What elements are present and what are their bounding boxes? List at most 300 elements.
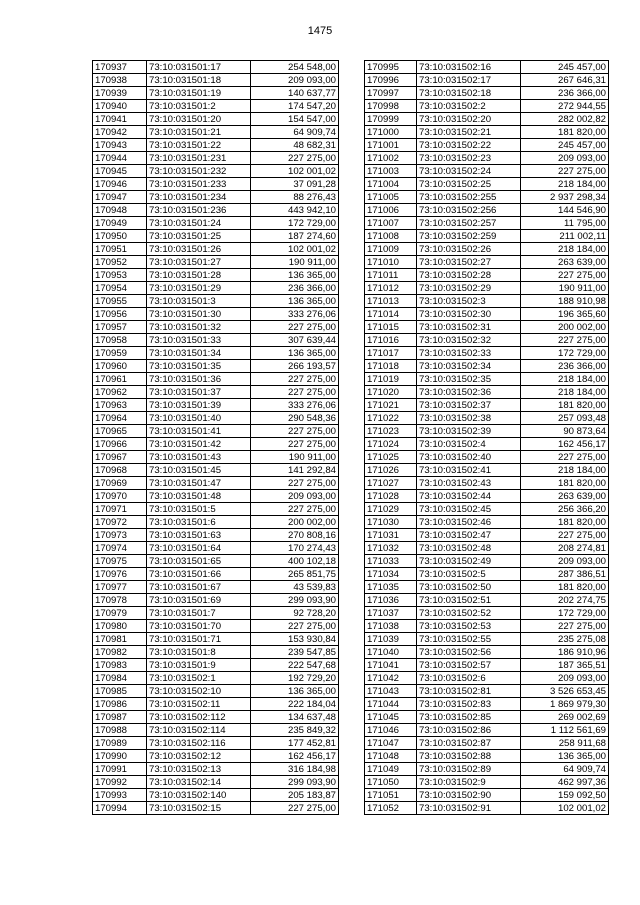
value-cell: 153 930,84 — [251, 633, 339, 646]
value-cell: 181 820,00 — [521, 581, 609, 594]
cadastral-number-cell: 73:10:031502:13 — [147, 763, 251, 776]
row-number-cell: 171015 — [365, 321, 417, 334]
cadastral-number-cell: 73:10:031501:34 — [147, 347, 251, 360]
row-number-cell: 170949 — [93, 217, 147, 230]
row-number-cell: 170973 — [93, 529, 147, 542]
cadastral-number-cell: 73:10:031502:10 — [147, 685, 251, 698]
table-row — [365, 724, 609, 737]
value-cell: 37 091,28 — [251, 178, 339, 191]
value-cell: 181 820,00 — [521, 477, 609, 490]
cadastral-number-cell: 73:10:031502:33 — [417, 347, 521, 360]
table-row — [93, 204, 339, 217]
value-cell: 209 093,00 — [521, 672, 609, 685]
value-cell: 102 001,02 — [251, 243, 339, 256]
row-number-cell: 171008 — [365, 230, 417, 243]
cadastral-number-cell: 73:10:031501:7 — [147, 607, 251, 620]
table-row — [93, 776, 339, 789]
row-number-cell: 171037 — [365, 607, 417, 620]
row-number-cell: 170953 — [93, 269, 147, 282]
table-row — [93, 490, 339, 503]
row-number-cell: 170972 — [93, 516, 147, 529]
table-row — [93, 633, 339, 646]
row-number-cell: 170976 — [93, 568, 147, 581]
table-row — [365, 646, 609, 659]
value-cell: 136 365,00 — [251, 347, 339, 360]
row-number-cell: 170954 — [93, 282, 147, 295]
value-cell: 256 366,20 — [521, 503, 609, 516]
row-number-cell: 170980 — [93, 620, 147, 633]
cadastral-number-cell: 73:10:031502:47 — [417, 529, 521, 542]
table-row — [365, 412, 609, 425]
value-cell: 1 112 561,69 — [521, 724, 609, 737]
row-number-cell: 170965 — [93, 425, 147, 438]
value-cell: 270 808,16 — [251, 529, 339, 542]
table-row — [93, 685, 339, 698]
row-number-cell: 170945 — [93, 165, 147, 178]
value-cell: 172 729,00 — [251, 217, 339, 230]
value-cell: 102 001,02 — [521, 802, 609, 815]
row-number-cell: 171006 — [365, 204, 417, 217]
row-number-cell: 171051 — [365, 789, 417, 802]
table-row — [365, 542, 609, 555]
value-cell: 236 366,00 — [521, 87, 609, 100]
table-row — [93, 451, 339, 464]
value-cell: 162 456,17 — [521, 438, 609, 451]
value-cell: 227 275,00 — [521, 620, 609, 633]
value-cell: 2 937 298,34 — [521, 191, 609, 204]
table-row — [93, 503, 339, 516]
table-row — [93, 217, 339, 230]
cadastral-number-cell: 73:10:031501:28 — [147, 269, 251, 282]
row-number-cell: 170998 — [365, 100, 417, 113]
cadastral-number-cell: 73:10:031501:19 — [147, 87, 251, 100]
row-number-cell: 171028 — [365, 490, 417, 503]
value-cell: 236 366,00 — [521, 360, 609, 373]
row-number-cell: 171034 — [365, 568, 417, 581]
cadastral-number-cell: 73:10:031501:32 — [147, 321, 251, 334]
row-number-cell: 170988 — [93, 724, 147, 737]
cadastral-number-cell: 73:10:031502:29 — [417, 282, 521, 295]
table-row — [93, 711, 339, 724]
row-number-cell: 170977 — [93, 581, 147, 594]
value-cell: 162 456,17 — [251, 750, 339, 763]
table-row — [365, 113, 609, 126]
table-row — [365, 555, 609, 568]
cadastral-number-cell: 73:10:031502:90 — [417, 789, 521, 802]
cadastral-number-cell: 73:10:031502:18 — [417, 87, 521, 100]
cadastral-number-cell: 73:10:031502:25 — [417, 178, 521, 191]
cadastral-number-cell: 73:10:031502:23 — [417, 152, 521, 165]
row-number-cell: 170956 — [93, 308, 147, 321]
row-number-cell: 171012 — [365, 282, 417, 295]
cadastral-number-cell: 73:10:031502:114 — [147, 724, 251, 737]
table-row — [93, 386, 339, 399]
value-cell: 209 093,00 — [521, 555, 609, 568]
value-cell: 90 873,64 — [521, 425, 609, 438]
table-row — [93, 61, 339, 74]
table-row — [365, 750, 609, 763]
row-number-cell: 170951 — [93, 243, 147, 256]
table-row — [365, 61, 609, 74]
table-row — [93, 191, 339, 204]
cadastral-number-cell: 73:10:031502:81 — [417, 685, 521, 698]
value-cell: 235 849,32 — [251, 724, 339, 737]
cadastral-number-cell: 73:10:031501:66 — [147, 568, 251, 581]
value-cell: 272 944,55 — [521, 100, 609, 113]
cadastral-number-cell: 73:10:031502:256 — [417, 204, 521, 217]
cadastral-number-cell: 73:10:031501:6 — [147, 516, 251, 529]
row-number-cell: 170984 — [93, 672, 147, 685]
table-row — [365, 399, 609, 412]
value-cell: 400 102,18 — [251, 555, 339, 568]
row-number-cell: 171035 — [365, 581, 417, 594]
row-number-cell: 170952 — [93, 256, 147, 269]
row-number-cell: 170937 — [93, 61, 147, 74]
cadastral-number-cell: 73:10:031502:55 — [417, 633, 521, 646]
table-row — [365, 529, 609, 542]
cadastral-number-cell: 73:10:031501:70 — [147, 620, 251, 633]
table-row — [93, 516, 339, 529]
cadastral-number-cell: 73:10:031501:29 — [147, 282, 251, 295]
value-cell: 266 193,57 — [251, 360, 339, 373]
cadastral-number-cell: 73:10:031502:88 — [417, 750, 521, 763]
cadastral-number-cell: 73:10:031502:112 — [147, 711, 251, 724]
table-row — [93, 802, 339, 815]
row-number-cell: 170958 — [93, 334, 147, 347]
table-row — [365, 477, 609, 490]
cadastral-number-cell: 73:10:031502:87 — [417, 737, 521, 750]
row-number-cell: 171031 — [365, 529, 417, 542]
value-cell: 192 729,20 — [251, 672, 339, 685]
table-row — [365, 152, 609, 165]
row-number-cell: 170962 — [93, 386, 147, 399]
value-cell: 88 276,43 — [251, 191, 339, 204]
cadastral-number-cell: 73:10:031502:52 — [417, 607, 521, 620]
row-number-cell: 170992 — [93, 776, 147, 789]
value-cell: 227 275,00 — [251, 321, 339, 334]
table-row — [365, 256, 609, 269]
row-number-cell: 171019 — [365, 373, 417, 386]
cadastral-number-cell: 73:10:031502:36 — [417, 386, 521, 399]
table-row — [365, 204, 609, 217]
value-cell: 245 457,00 — [521, 139, 609, 152]
value-cell: 263 639,00 — [521, 490, 609, 503]
row-number-cell: 171022 — [365, 412, 417, 425]
cadastral-number-cell: 73:10:031502:116 — [147, 737, 251, 750]
value-cell: 333 276,06 — [251, 399, 339, 412]
table-row — [93, 659, 339, 672]
table-row — [93, 282, 339, 295]
cadastral-number-cell: 73:10:031502:48 — [417, 542, 521, 555]
row-number-cell: 170985 — [93, 685, 147, 698]
table-row — [365, 360, 609, 373]
table-row — [93, 555, 339, 568]
cadastral-number-cell: 73:10:031501:30 — [147, 308, 251, 321]
value-cell: 3 526 653,45 — [521, 685, 609, 698]
cadastral-number-cell: 73:10:031502:56 — [417, 646, 521, 659]
value-cell: 316 184,98 — [251, 763, 339, 776]
table-row — [93, 789, 339, 802]
row-number-cell: 171005 — [365, 191, 417, 204]
value-cell: 263 639,00 — [521, 256, 609, 269]
cadastral-number-cell: 73:10:031501:47 — [147, 477, 251, 490]
value-cell: 287 386,51 — [521, 568, 609, 581]
value-cell: 254 548,00 — [251, 61, 339, 74]
table-row — [365, 425, 609, 438]
cadastral-number-cell: 73:10:031502:9 — [417, 776, 521, 789]
cadastral-number-cell: 73:10:031501:21 — [147, 126, 251, 139]
table-row — [365, 633, 609, 646]
table-row — [365, 464, 609, 477]
row-number-cell: 171023 — [365, 425, 417, 438]
cadastral-number-cell: 73:10:031502:86 — [417, 724, 521, 737]
row-number-cell: 171050 — [365, 776, 417, 789]
table-row — [93, 737, 339, 750]
value-cell: 462 997,36 — [521, 776, 609, 789]
cadastral-number-cell: 73:10:031502:50 — [417, 581, 521, 594]
cadastral-number-cell: 73:10:031502:57 — [417, 659, 521, 672]
row-number-cell: 170990 — [93, 750, 147, 763]
row-number-cell: 170975 — [93, 555, 147, 568]
cadastral-number-cell: 73:10:031501:64 — [147, 542, 251, 555]
cadastral-number-cell: 73:10:031502:32 — [417, 334, 521, 347]
row-number-cell: 171017 — [365, 347, 417, 360]
row-number-cell: 171045 — [365, 711, 417, 724]
cadastral-number-cell: 73:10:031501:63 — [147, 529, 251, 542]
table-row — [93, 308, 339, 321]
table-row — [365, 100, 609, 113]
value-cell: 227 275,00 — [251, 152, 339, 165]
row-number-cell: 170943 — [93, 139, 147, 152]
value-cell: 227 275,00 — [251, 620, 339, 633]
value-cell: 200 002,00 — [251, 516, 339, 529]
row-number-cell: 170955 — [93, 295, 147, 308]
cadastral-number-cell: 73:10:031502:31 — [417, 321, 521, 334]
row-number-cell: 170999 — [365, 113, 417, 126]
row-number-cell: 171040 — [365, 646, 417, 659]
table-row — [93, 373, 339, 386]
value-cell: 190 911,00 — [251, 451, 339, 464]
cadastral-number-cell: 73:10:031501:35 — [147, 360, 251, 373]
row-number-cell: 170946 — [93, 178, 147, 191]
table-row — [365, 321, 609, 334]
cadastral-number-cell: 73:10:031502:20 — [417, 113, 521, 126]
table-row — [365, 802, 609, 815]
cadastral-number-cell: 73:10:031502:44 — [417, 490, 521, 503]
row-number-cell: 170959 — [93, 347, 147, 360]
table-row — [365, 178, 609, 191]
cadastral-number-cell: 73:10:031502:26 — [417, 243, 521, 256]
value-cell: 211 002,11 — [521, 230, 609, 243]
table-row — [365, 763, 609, 776]
row-number-cell: 170963 — [93, 399, 147, 412]
cadastral-number-cell: 73:10:031501:9 — [147, 659, 251, 672]
row-number-cell: 170968 — [93, 464, 147, 477]
table-row — [365, 191, 609, 204]
left-table — [92, 60, 339, 815]
cadastral-number-cell: 73:10:031501:22 — [147, 139, 251, 152]
value-cell: 174 547,20 — [251, 100, 339, 113]
row-number-cell: 171044 — [365, 698, 417, 711]
value-cell: 177 452,81 — [251, 737, 339, 750]
cadastral-number-cell: 73:10:031502:43 — [417, 477, 521, 490]
cadastral-number-cell: 73:10:031502:2 — [417, 100, 521, 113]
table-row — [365, 711, 609, 724]
cadastral-number-cell: 73:10:031502:89 — [417, 763, 521, 776]
table-row — [365, 347, 609, 360]
row-number-cell: 170993 — [93, 789, 147, 802]
value-cell: 154 547,00 — [251, 113, 339, 126]
cadastral-number-cell: 73:10:031502:14 — [147, 776, 251, 789]
value-cell: 188 910,98 — [521, 295, 609, 308]
value-cell: 227 275,00 — [251, 386, 339, 399]
value-cell: 218 184,00 — [521, 464, 609, 477]
row-number-cell: 171013 — [365, 295, 417, 308]
cadastral-number-cell: 73:10:031501:8 — [147, 646, 251, 659]
value-cell: 258 911,68 — [521, 737, 609, 750]
table-row — [93, 347, 339, 360]
row-number-cell: 171021 — [365, 399, 417, 412]
table-row — [93, 750, 339, 763]
cadastral-number-cell: 73:10:031501:17 — [147, 61, 251, 74]
cadastral-number-cell: 73:10:031501:236 — [147, 204, 251, 217]
value-cell: 333 276,06 — [251, 308, 339, 321]
cadastral-number-cell: 73:10:031502:255 — [417, 191, 521, 204]
cadastral-number-cell: 73:10:031501:41 — [147, 425, 251, 438]
row-number-cell: 171002 — [365, 152, 417, 165]
cadastral-number-cell: 73:10:031501:231 — [147, 152, 251, 165]
row-number-cell: 171049 — [365, 763, 417, 776]
value-cell: 209 093,00 — [251, 490, 339, 503]
value-cell: 136 365,00 — [521, 750, 609, 763]
value-cell: 181 820,00 — [521, 516, 609, 529]
cadastral-number-cell: 73:10:031502:24 — [417, 165, 521, 178]
table-row — [93, 295, 339, 308]
table-row — [365, 282, 609, 295]
table-row — [365, 503, 609, 516]
row-number-cell: 170966 — [93, 438, 147, 451]
cadastral-number-cell: 73:10:031502:53 — [417, 620, 521, 633]
value-cell: 227 275,00 — [521, 451, 609, 464]
table-row — [93, 334, 339, 347]
row-number-cell: 170974 — [93, 542, 147, 555]
table-row — [365, 243, 609, 256]
cadastral-number-cell: 73:10:031501:3 — [147, 295, 251, 308]
table-row — [365, 269, 609, 282]
cadastral-number-cell: 73:10:031501:69 — [147, 594, 251, 607]
cadastral-number-cell: 73:10:031502:259 — [417, 230, 521, 243]
row-number-cell: 170995 — [365, 61, 417, 74]
value-cell: 222 547,68 — [251, 659, 339, 672]
table-row — [365, 737, 609, 750]
table-row — [365, 87, 609, 100]
cadastral-number-cell: 73:10:031501:36 — [147, 373, 251, 386]
cadastral-number-cell: 73:10:031501:18 — [147, 74, 251, 87]
row-number-cell: 170960 — [93, 360, 147, 373]
value-cell: 102 001,02 — [251, 165, 339, 178]
row-number-cell: 171004 — [365, 178, 417, 191]
table-row — [93, 529, 339, 542]
value-cell: 190 911,00 — [521, 282, 609, 295]
value-cell: 11 795,00 — [521, 217, 609, 230]
table-row — [365, 386, 609, 399]
table-row — [93, 126, 339, 139]
row-number-cell: 170944 — [93, 152, 147, 165]
cadastral-number-cell: 73:10:031502:35 — [417, 373, 521, 386]
value-cell: 222 184,04 — [251, 698, 339, 711]
cadastral-number-cell: 73:10:031501:42 — [147, 438, 251, 451]
row-number-cell: 170939 — [93, 87, 147, 100]
table-row — [365, 594, 609, 607]
cadastral-number-cell: 73:10:031501:25 — [147, 230, 251, 243]
cadastral-number-cell: 73:10:031502:49 — [417, 555, 521, 568]
row-number-cell: 170989 — [93, 737, 147, 750]
table-row — [93, 100, 339, 113]
row-number-cell: 170991 — [93, 763, 147, 776]
row-number-cell: 171042 — [365, 672, 417, 685]
table-row — [93, 178, 339, 191]
row-number-cell: 171024 — [365, 438, 417, 451]
row-number-cell: 170986 — [93, 698, 147, 711]
table-row — [93, 724, 339, 737]
table-row — [93, 74, 339, 87]
value-cell: 64 909,74 — [521, 763, 609, 776]
row-number-cell: 170983 — [93, 659, 147, 672]
table-row — [93, 568, 339, 581]
cadastral-number-cell: 73:10:031502:51 — [417, 594, 521, 607]
row-number-cell: 171032 — [365, 542, 417, 555]
row-number-cell: 170996 — [365, 74, 417, 87]
value-cell: 187 274,60 — [251, 230, 339, 243]
table-row — [93, 594, 339, 607]
cadastral-number-cell: 73:10:031501:232 — [147, 165, 251, 178]
value-cell: 227 275,00 — [521, 529, 609, 542]
table-row — [93, 230, 339, 243]
value-cell: 218 184,00 — [521, 243, 609, 256]
value-cell: 159 092,50 — [521, 789, 609, 802]
value-cell: 136 365,00 — [251, 685, 339, 698]
value-cell: 227 275,00 — [251, 477, 339, 490]
cadastral-number-cell: 73:10:031501:67 — [147, 581, 251, 594]
row-number-cell: 170978 — [93, 594, 147, 607]
value-cell: 218 184,00 — [521, 386, 609, 399]
cadastral-number-cell: 73:10:031502:37 — [417, 399, 521, 412]
right-table-body — [365, 61, 609, 815]
table-row — [365, 126, 609, 139]
cadastral-number-cell: 73:10:031502:41 — [417, 464, 521, 477]
cadastral-number-cell: 73:10:031501:48 — [147, 490, 251, 503]
row-number-cell: 171014 — [365, 308, 417, 321]
value-cell: 227 275,00 — [251, 425, 339, 438]
table-row — [93, 269, 339, 282]
cadastral-number-cell: 73:10:031502:38 — [417, 412, 521, 425]
value-cell: 48 682,31 — [251, 139, 339, 152]
table-row — [93, 321, 339, 334]
value-cell: 181 820,00 — [521, 126, 609, 139]
row-number-cell: 171025 — [365, 451, 417, 464]
table-row — [93, 87, 339, 100]
table-row — [93, 412, 339, 425]
cadastral-number-cell: 73:10:031502:1 — [147, 672, 251, 685]
row-number-cell: 171010 — [365, 256, 417, 269]
cadastral-number-cell: 73:10:031501:20 — [147, 113, 251, 126]
value-cell: 227 275,00 — [521, 165, 609, 178]
table-row — [93, 672, 339, 685]
row-number-cell: 171011 — [365, 269, 417, 282]
row-number-cell: 171038 — [365, 620, 417, 633]
cadastral-number-cell: 73:10:031502:34 — [417, 360, 521, 373]
value-cell: 172 729,00 — [521, 347, 609, 360]
